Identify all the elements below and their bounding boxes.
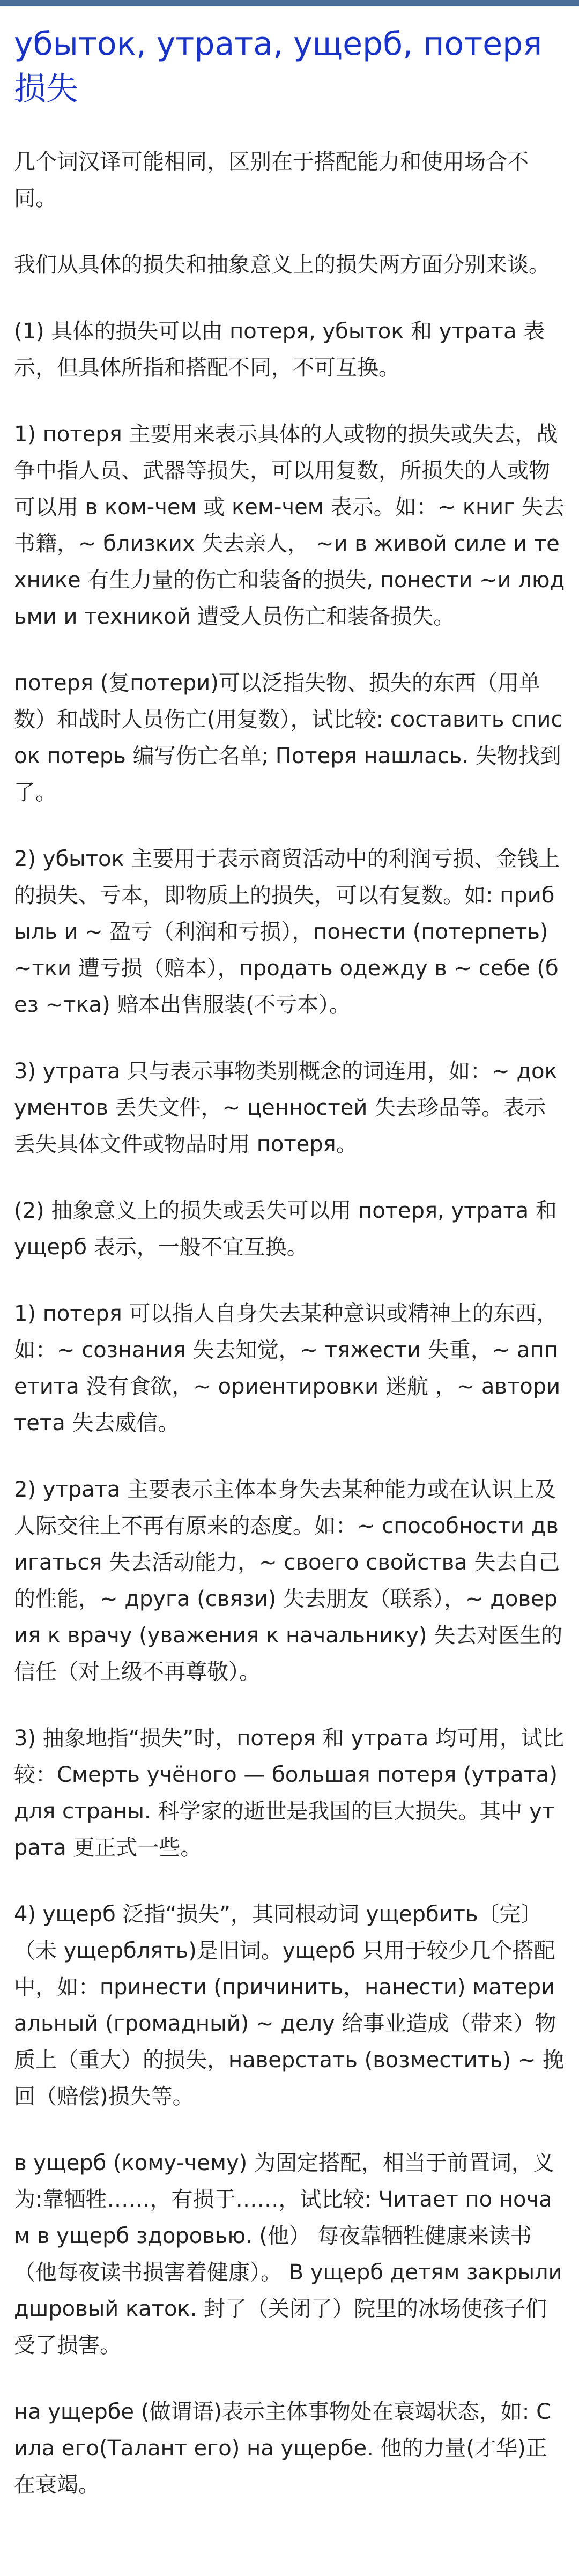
paragraph-ubytok: 2) убыток 主要用于表示商贸活动中的利润亏损、金钱上的损失、亏本，即物质上的损失，可以有复数。如: прибыль и ~ 盈亏（利润和亏损），понести (потерпеть) ~тки 遭亏损（赔本），продать одежду в ~ себе (без ~тка) 赔本出售服装(不亏本）。 bbox=[14, 847, 560, 1017]
page-title: убыток, утрата, ущерб, потеря 损失 bbox=[14, 25, 543, 108]
paragraph-poterya-abstract: 1) потеря 可以指人自身失去某种意识或精神上的东西，如：~ сознания 失去知觉，~ тяжести 失重，~ аппетита 没有食欲，~ ориентировки 迷航 ，~ авторитета 失去威信。 bbox=[14, 1301, 561, 1435]
paragraph-abstract-heading: (2) 抽象意义上的损失或丢失可以用 потеря, утрата 和 ущерб 表示，一般不宜互换。 bbox=[14, 1198, 564, 1260]
paragraph-concrete-heading: (1) 具体的损失可以由 потеря, убыток 和 утрата 表示，但具体所指和搭配不同，不可互换。 bbox=[14, 319, 545, 380]
paragraph-comparison: 3) 抽象地指“损失”时，потеря 和 утрата 均可用，试比较：Смерть учёного — большая потеря (утрата) для страны. 科学家的逝世是我国的巨大损失。其中 утрата 更正式一些。 bbox=[14, 1726, 565, 1860]
paragraph-poteri-plural: потеря (复потери)可以泛指失物、损失的东西（用单数）和战时人员伤亡(用复数），试比较: составить список потерь 编写伤亡名单; Потеря нашлась. 失物找到了。 bbox=[14, 671, 563, 805]
paragraph-poterya-concrete: 1) потеря 主要用来表示具体的人或物的损失或失去，战争中指人员、武器等损失，可以用复数，所损失的人或物可以用 в ком-чем 或 кем-чем 表示。如：~ книг 失去书籍，~ близких 失去亲人， ~и в живой силе и технике 有生力量的伤亡和装备的损失, понести ~и людьми и техникой 遭受人员伤亡和装备损失。 bbox=[14, 422, 565, 629]
paragraph-scope: 我们从具体的损失和抽象意义上的损失两方面分别来谈。 bbox=[14, 253, 550, 277]
paragraph-intro: 几个词汉译可能相同，区别在于搭配能力和使用场合不同。 bbox=[14, 150, 529, 211]
paragraph-v-ushcherb: в ущерб (кому-чему) 为固定搭配，相当于前置词，义为:靠牺牲……，有损于……，试比较: Читает по ночам в ущерб здоровью. (他） 每夜靠牺牲健康来读书 （他每夜读书损害着健康）。 В ущерб детям закрыли дшровый каток. 封了（关闭了）院里的冰场使孩子们受了损害。 bbox=[14, 2151, 569, 2358]
paragraph-na-ushcherbe: на ущербе (做谓语)表示主体事物处在衰竭状态，如: Сила его(Талант его) на ущербе. 他的力量(才华)正在衰竭。 bbox=[14, 2400, 552, 2497]
header-bar bbox=[0, 0, 579, 6]
paragraph-utrata-abstract: 2) утрата 主要表示主体本身失去某种能力或在认识上及人际交往上不再有原来的态度。如：~ способности двигаться 失去活动能力，~ своего свойства 失去自己的性能，~ друга (связи) 失去朋友（联系），~ доверия к врачу (уважения к начальнику) 失去对医生的信任（对上级不再尊敬）。 bbox=[14, 1477, 563, 1684]
article bbox=[0, 21, 579, 2576]
paragraph-ushcherb: 4) ущерб 泛指“损失”，其同根动词 ущербить〔完〕（未 ущерблять)是旧词。ущерб 只用于较少几个搭配中，如：принести (причинить，нанести) материальный (громадный) ~ делу 给事业造成（带来）物质上（重大）的损失，наверстать (возместить) ~ 挽回（赔偿)损失等。 bbox=[14, 1902, 565, 2109]
paragraph-utrata-concrete: 3) утрата 只与表示事物类别概念的词连用，如：~ документов 丢失文件，~ ценностей 失去珍品等。表示丢失具体文件或物品时用 потеря。 bbox=[14, 1059, 558, 1157]
